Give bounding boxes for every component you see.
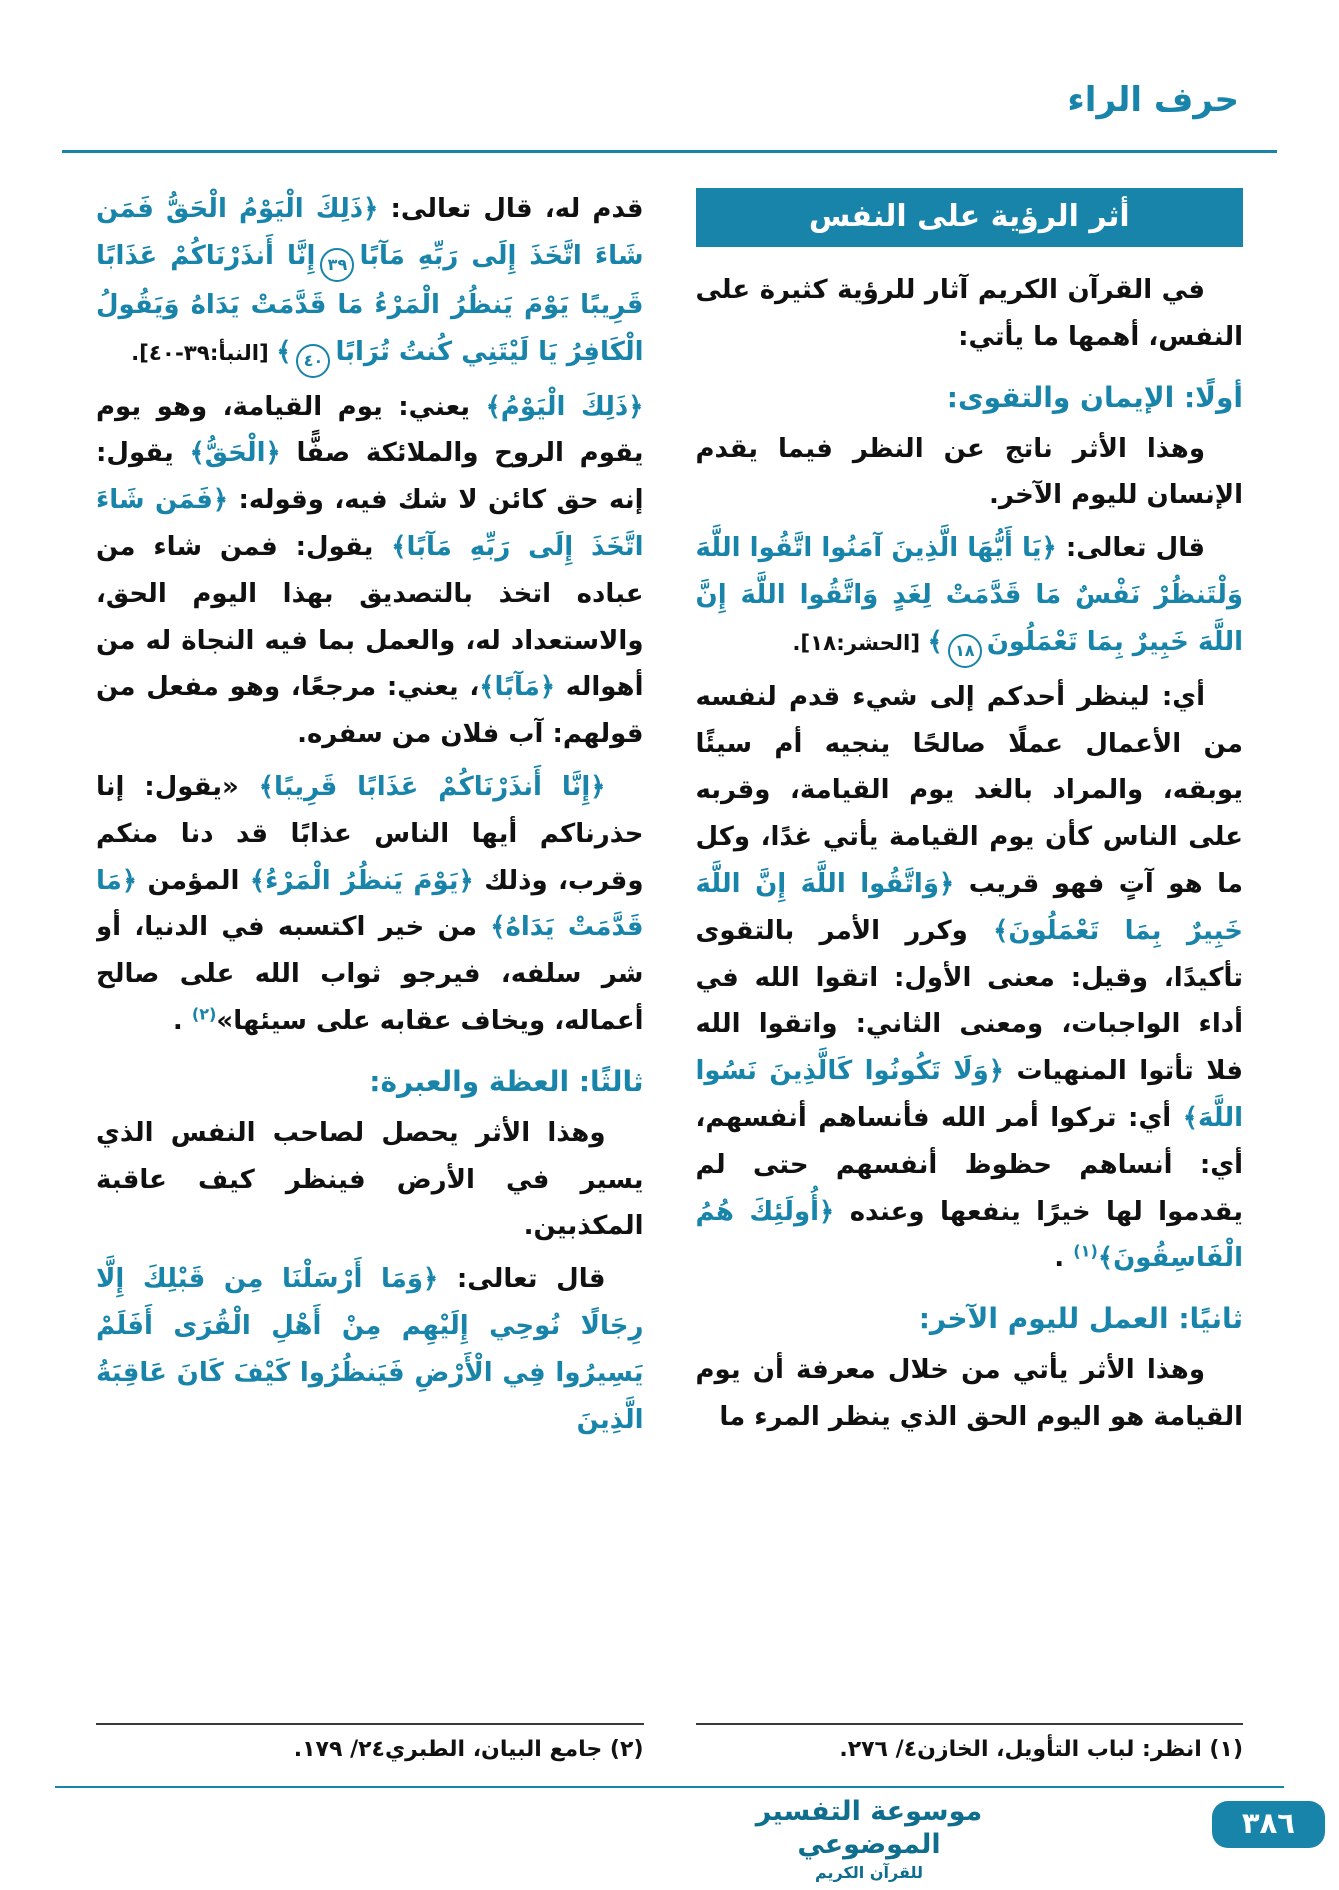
body-text: أي: لينظر أحدكم إلى شيء قدم لنفسه من الأعمال عملًا صالحًا ينجيه أم سيئًا يوبقه، والمراد بالغد يوم القيامة، وقربه على الناس كأن يوم القيامة يأتي غدًا، وكل ما هو آتٍ فهو قريب [695, 681, 1243, 899]
quran-quote: ﴿ذَلِكَ الْيَوْمُ الْحَقُّ فَمَن شَاءَ اتَّخَذَ إِلَى رَبِّهِ مَآبًا [96, 194, 644, 271]
body-text: . [172, 1005, 192, 1036]
footnote-1-text: (١) انظر: لباب التأويل، الخازن٤/ ٢٧٦. [839, 1737, 1243, 1762]
column-right [696, 186, 1244, 1664]
body-text: . [1054, 1243, 1074, 1274]
verse-reference: [النبأ:٣٩-٤٠]. [131, 340, 277, 366]
quran-quote: ﴿مَا قَدَّمَتْ يَدَاهُ﴾ [96, 865, 644, 943]
quran-quote: ﴿فَمَن شَاءَ اتَّخَذَ إِلَى رَبِّهِ مَآبًا﴾ [96, 485, 644, 562]
footnote-2 [96, 1723, 644, 1762]
column-left [96, 186, 644, 1664]
body-text: وكرر الأمر بالتقوى تأكيدًا، وقيل: معنى الأول: اتقوا الله في أداء الواجبات، ومعنى الثاني: واتقوا الله فلا تأتوا المنهيات [695, 915, 1243, 1087]
footnotes [96, 1723, 1243, 1762]
sub-heading: أولًا: الإيمان والتقوى: [946, 380, 1243, 414]
body-text: أي: تركوا أمر الله فأنساهم أنفسهم، أي: أنساهم حظوظ أنفسهم حتى لم يقدموا لها خيرًا ينفعها وعنده [695, 1102, 1243, 1227]
paragraph [696, 674, 1244, 1282]
paragraph [96, 1110, 644, 1250]
body-text: وهذا الأثر ناتج عن النظر فيما يقدم الإنسان لليوم الآخر. [695, 433, 1243, 511]
body-text: يعني: يوم القيامة، وهو يوم يقوم الروح والملائكة صفًّا [96, 391, 644, 469]
footnote-marker: (١) [1073, 1241, 1098, 1261]
publisher-logo-title: موسوعة التفسير الموضوعي [755, 1796, 983, 1860]
body-text: قال تعالى: [438, 1264, 606, 1295]
paragraph [696, 525, 1244, 668]
quran-quote: ﴿وَاتَّقُوا اللَّهَ إِنَّ اللَّهَ خَبِيرٌ بِمَا تَعْمَلُونَ﴾ [695, 868, 1243, 946]
body-text: «يقول: إنا حذرناكم أيها الناس عذابًا قد دنا منكم وقرب، وذلك [96, 771, 644, 896]
body-text: قدم له، قال تعالى: [378, 194, 644, 224]
header-rule [62, 150, 1277, 153]
paragraph [96, 1256, 644, 1443]
footnote-1 [696, 1723, 1244, 1762]
body-text: قال تعالى: [1056, 533, 1205, 564]
quran-quote: إِنَّا أَنذَرْنَاكُمْ عَذَابًا قَرِيبًا يَوْمَ يَنظُرُ الْمَرْءُ مَا قَدَّمَتْ يَدَاهُ وَيَقُولُ الْكَافِرُ يَا لَيْتَنِي كُنتُ تُرَابًا [96, 240, 644, 367]
body-text: المؤمن [137, 865, 250, 896]
body-text: ، يعني: مرجعًا، وهو مفعل من قولهم: آب فلان من سفره. [96, 672, 644, 750]
ayah-number: ١٨ [948, 634, 982, 668]
publisher-logo [739, 1796, 999, 1882]
sub-heading: ثانيًا: العمل لليوم الآخر: [918, 1302, 1243, 1336]
footnote-marker: (٢) [191, 1004, 217, 1024]
section-title: أثر الرؤية على النفس [808, 199, 1130, 234]
page-header [100, 80, 1239, 120]
section-title-box [696, 188, 1244, 247]
body-text: يقول: فمن شاء من عباده اتخذ بالتصديق بهذا اليوم الحق، والاستعداد له، والعمل بما فيه النجاة له من أهواله [96, 531, 644, 703]
quran-quote: ﴾ [927, 626, 943, 657]
body-text: في القرآن الكريم آثار للرؤية كثيرة على النفس، أهمها ما يأتي: [695, 275, 1243, 352]
quran-quote: ﴿ذَلِكَ الْيَوْمُ﴾ [485, 391, 644, 422]
paragraph [696, 1347, 1244, 1441]
body-text: وهذا الأثر يأتي من خلال معرفة أن يوم القيامة هو اليوم الحق الذي ينظر المرء ما [695, 1355, 1243, 1432]
quran-quote: ﴿مَآبًا﴾ [479, 672, 556, 703]
footnote-2-text: (٢) جامع البيان، الطبري٢٤/ ١٧٩. [293, 1737, 644, 1762]
ayah-number: ٣٩ [320, 248, 354, 282]
chapter-title: حرف الراء [1067, 80, 1239, 120]
sub-heading: ثالثًا: العظة والعبرة: [369, 1064, 644, 1098]
verse-reference: [الحشر:١٨]. [792, 630, 928, 656]
content-columns [96, 186, 1243, 1664]
paragraph [96, 384, 644, 758]
quran-quote: ﴾ [276, 336, 292, 367]
quran-quote: ﴿يَا أَيُّهَا الَّذِينَ آمَنُوا اتَّقُوا اللَّهَ وَلْتَنظُرْ نَفْسٌ مَا قَدَّمَتْ لِغَدٍ وَاتَّقُوا اللَّهَ إِنَّ اللَّهَ خَبِيرٌ بِمَا تَعْمَلُونَ [695, 533, 1243, 657]
quran-quote: ﴿إِنَّا أَنذَرْنَاكُمْ عَذَابًا قَرِيبًا﴾ [258, 771, 606, 802]
body-text: يقول: إنه حق كائن لا شك فيه، وقوله: [96, 438, 644, 516]
paragraph [696, 426, 1244, 520]
paragraph [96, 186, 644, 378]
quran-quote: ﴿وَمَا أَرْسَلْنَا مِن قَبْلِكَ إِلَّا رِجَالًا نُوحِي إِلَيْهِم مِنْ أَهْلِ الْقُرَى أَفَلَمْ يَسِيرُوا فِي الْأَرْضِ فَيَنظُرُوا كَيْفَ كَانَ عَاقِبَةُ الَّذِينَ [96, 1264, 644, 1435]
quran-quote: ﴿أُولَئِكَ هُمُ الْفَاسِقُونَ﴾ [695, 1196, 1243, 1274]
body-text: من خير اكتسبه في الدنيا، أو شر سلفه، فيرجو ثواب الله على صالح أعماله، ويخاف عقابه على سيئها» [96, 912, 644, 1036]
ayah-number: ٤٠ [296, 344, 330, 378]
paragraph [696, 267, 1244, 361]
quran-quote: ﴿وَلَا تَكُونُوا كَالَّذِينَ نَسُوا اللَّهَ﴾ [695, 1056, 1243, 1133]
quran-quote: ﴿الْحَقُّ﴾ [189, 438, 281, 469]
paragraph [96, 764, 644, 1045]
body-text: وهذا الأثر يحصل لصاحب النفس الذي يسير في الأرض فينظر كيف عاقبة المكذبين. [96, 1117, 644, 1242]
footer-rule [55, 1786, 1284, 1788]
quran-quote: ﴿يَوْمَ يَنظُرُ الْمَرْءُ﴾ [249, 865, 474, 896]
publisher-logo-subtitle: للقرآن الكريم [814, 1863, 924, 1882]
page-number: ٣٨٦ [1212, 1801, 1325, 1848]
